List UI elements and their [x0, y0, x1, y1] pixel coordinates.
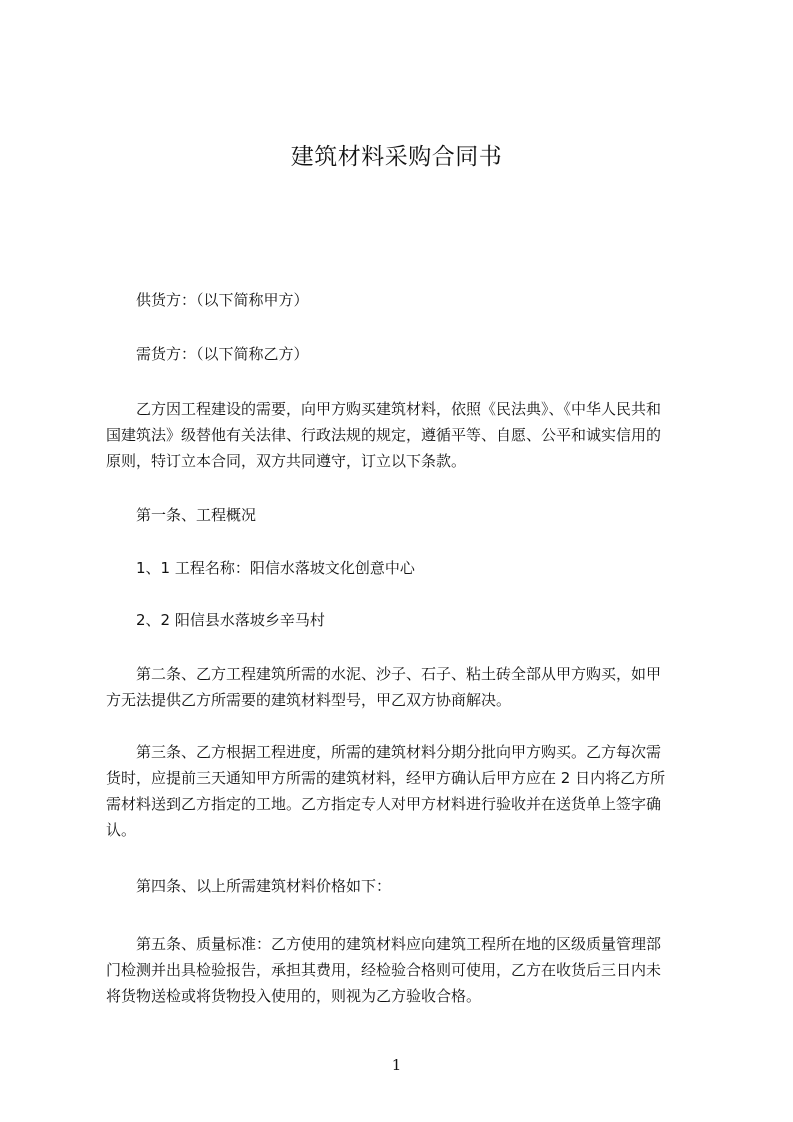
article4-paragraph — [106, 873, 699, 899]
article1-item1-text: 1、1 工程名称：阳信水落坡文化创意中心 — [136, 559, 415, 577]
page-number: 1 — [391, 1056, 402, 1074]
article5-line: 门检测并出具检验报告，承担其费用，经检验合格则可使用，乙方在收货后三日内未 — [106, 961, 662, 979]
intro-line: 国建筑法》级替他有关法律、行政法规的规定，遵循平等、自愿、公平和诚实信用的 — [106, 426, 662, 444]
article1-item2 — [106, 607, 699, 633]
intro-line: 乙方因工程建设的需要，向甲方购买建筑材料，依照《民法典》、《中华人民共和 — [136, 400, 662, 418]
article3-line: 认。 — [106, 821, 137, 839]
article3-line: 货时，应提前三天通知甲方所需的建筑材料，经甲方确认后甲方应在 2 日内将乙方所 — [106, 769, 666, 787]
article3-line: 第三条、乙方根据工程进度，所需的建筑材料分期分批向甲方购买。乙方每次需 — [136, 743, 662, 761]
article3-paragraph — [106, 739, 699, 843]
article5-paragraph — [106, 931, 699, 1009]
document-title: 建筑材料采购合同书 — [290, 144, 503, 170]
article3-line: 需材料送到乙方指定的工地。乙方指定专人对甲方材料进行验收并在送货单上签字确 — [106, 795, 662, 813]
article1-item2-text: 2、2 阳信县水落坡乡辛马村 — [136, 611, 325, 629]
intro-line: 原则，特订立本合同，双方共同遵守，订立以下条款。 — [106, 452, 467, 470]
intro-paragraph — [106, 396, 699, 474]
article2-paragraph — [106, 661, 699, 713]
article2-line: 方无法提供乙方所需要的建筑材料型号，甲乙双方协商解决。 — [106, 691, 512, 709]
buyer-line — [106, 341, 699, 367]
supplier-text: 供货方：（以下简称甲方） — [136, 291, 309, 309]
article1-heading — [106, 502, 699, 528]
article5-line: 将货物送检或将货物投入使用的，则视为乙方验收合格。 — [106, 987, 482, 1005]
article1-item1 — [106, 555, 699, 581]
article5-line: 第五条、质量标准：乙方使用的建筑材料应向建筑工程所在地的区级质量管理部 — [136, 935, 662, 953]
article1-heading-text: 第一条、工程概况 — [136, 506, 257, 524]
article2-line: 第二条、乙方工程建筑所需的水泥、沙子、石子、粘土砖全部从甲方购买，如甲 — [136, 665, 662, 683]
buyer-text: 需货方：（以下简称乙方） — [136, 345, 309, 363]
supplier-line — [106, 287, 699, 313]
article4-text: 第四条、以上所需建筑材料价格如下： — [136, 877, 392, 895]
